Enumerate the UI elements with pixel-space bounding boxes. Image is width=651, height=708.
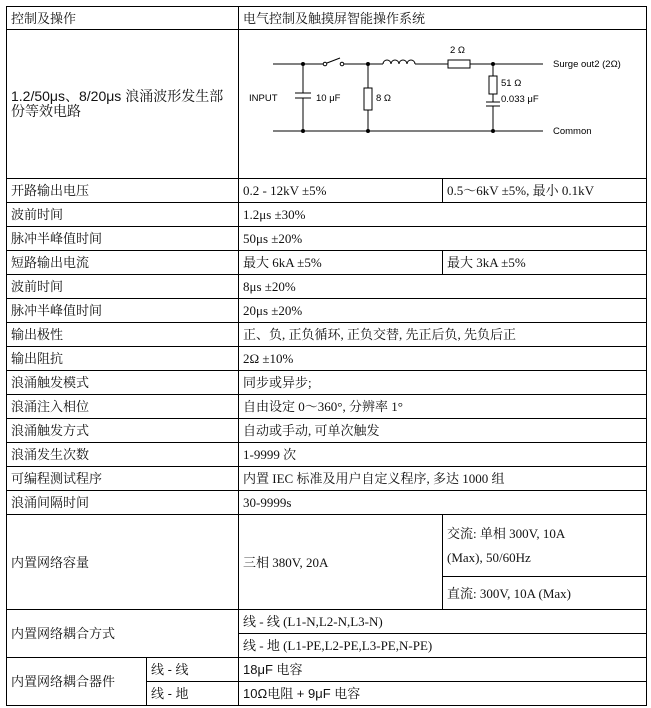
table-row: [7, 467, 647, 491]
coupling-ll-value: 线 - 线 (L1-N,L2-N,L3-N): [239, 610, 647, 634]
row-label: 波前时间: [7, 203, 239, 227]
resistor-2ohm: [448, 60, 470, 68]
row-value: 内置 IEC 标准及用户自定义程序, 多达 1000 组: [239, 467, 647, 491]
row-label: 浪涌间隔时间: [7, 491, 239, 515]
table-row: [7, 371, 647, 395]
ac-line-1: 交流: 单相 300V, 10A: [447, 525, 566, 541]
table-row: [7, 203, 647, 227]
row-value: 2Ω ±10%: [239, 347, 647, 371]
switch-blade: [327, 58, 340, 63]
row-label: 浪涌触发方式: [7, 419, 239, 443]
row-label: 波前时间: [7, 275, 239, 299]
table-row: [7, 227, 647, 251]
row-value: 最大 3kA ±5%: [443, 251, 647, 275]
row-label: 脉冲半峰值时间: [7, 227, 239, 251]
row-label: 短路输出电流: [7, 251, 239, 275]
table-row: [7, 419, 647, 443]
table-row: [7, 30, 647, 179]
res1-label: 8 Ω: [376, 93, 392, 104]
row-value: 正、负, 正负循环, 正负交替, 先正后负, 先负后正: [239, 323, 647, 347]
cap1-label: 10 μF: [316, 93, 341, 104]
row-value: 0.2 - 12kV ±5%: [239, 179, 443, 203]
surge-out-label: Surge out2 (2Ω): [553, 59, 621, 70]
junction-dot: [301, 129, 305, 133]
ac-line-2: (Max), 50/60Hz: [447, 549, 531, 565]
junction-dot: [366, 62, 370, 66]
junction-dot: [491, 62, 495, 66]
coupling-le-value: 线 - 地 (L1-PE,L2-PE,L3-PE,N-PE): [239, 634, 647, 658]
row-label: 内置网络容量: [7, 515, 239, 610]
resistor-51ohm: [489, 76, 497, 94]
cap2-label: 0.033 μF: [501, 94, 539, 105]
device-ll-label: 线 - 线: [147, 658, 239, 682]
junction-dot: [301, 62, 305, 66]
res2-label: 51 Ω: [501, 78, 522, 89]
table-row: [7, 515, 647, 577]
table-row: [7, 251, 647, 275]
table-row: [7, 658, 647, 682]
table-row: [7, 323, 647, 347]
row-label: 内置网络耦合器件: [7, 658, 147, 706]
table-row: [7, 179, 647, 203]
inductor-symbol: [383, 60, 415, 64]
junction-dot: [366, 129, 370, 133]
row-value: 同步或异步;: [239, 371, 647, 395]
spec-table: [6, 6, 647, 706]
row-label: 可编程测试程序: [7, 467, 239, 491]
three-phase-value: 三相 380V, 20A: [239, 515, 443, 610]
row-label: 浪涌发生次数: [7, 443, 239, 467]
row-value: 1.2μs ±30%: [239, 203, 647, 227]
row-value: 30-9999s: [239, 491, 647, 515]
row-label: 内置网络耦合方式: [7, 610, 239, 658]
equivalent-circuit-diagram: [243, 30, 647, 175]
device-le-label: 线 - 地: [147, 682, 239, 706]
row-value: 20μs ±20%: [239, 299, 647, 323]
input-label: INPUT: [249, 93, 278, 104]
row-label: 开路输出电压: [7, 179, 239, 203]
device-ll-value: 18μF 电容: [239, 658, 647, 682]
device-le-value: 10Ω电阻 + 9μF 电容: [239, 682, 647, 706]
row-value: 自动或手动, 可单次触发: [239, 419, 647, 443]
table-row: [7, 395, 647, 419]
res-top-label: 2 Ω: [450, 45, 466, 56]
switch-terminal: [340, 62, 344, 66]
row-value: 8μs ±20%: [239, 275, 647, 299]
row-label: 浪涌注入相位: [7, 395, 239, 419]
row-value: 最大 6kA ±5%: [239, 251, 443, 275]
switch-terminal: [323, 62, 327, 66]
table-row: [7, 443, 647, 467]
row-label: 输出极性: [7, 323, 239, 347]
ac-value: [443, 515, 647, 577]
junction-dot: [491, 129, 495, 133]
row-label: 输出阻抗: [7, 347, 239, 371]
common-label: Common: [553, 126, 592, 137]
row-label: 脉冲半峰值时间: [7, 299, 239, 323]
header-control-value: 电气控制及触摸屏智能操作系统: [239, 7, 647, 30]
table-row: [7, 275, 647, 299]
row-label: 浪涌触发模式: [7, 371, 239, 395]
row-value: 自由设定 0～360°, 分辨率 1°: [239, 395, 647, 419]
circuit-label: 1.2/50μs、8/20μs 浪涌波形发生部份等效电路: [7, 30, 239, 179]
table-row: [7, 7, 647, 30]
table-row: [7, 347, 647, 371]
dc-value: 直流: 300V, 10A (Max): [443, 577, 647, 610]
table-row: [7, 491, 647, 515]
table-row: [7, 610, 647, 634]
row-value: 0.5～6kV ±5%, 最小 0.1kV: [443, 179, 647, 203]
row-value: 1-9999 次: [239, 443, 647, 467]
header-control-label: 控制及操作: [7, 7, 239, 30]
table-row: [7, 299, 647, 323]
resistor-8ohm: [364, 88, 372, 110]
row-value: 50μs ±20%: [239, 227, 647, 251]
circuit-diagram-cell: [239, 30, 647, 179]
